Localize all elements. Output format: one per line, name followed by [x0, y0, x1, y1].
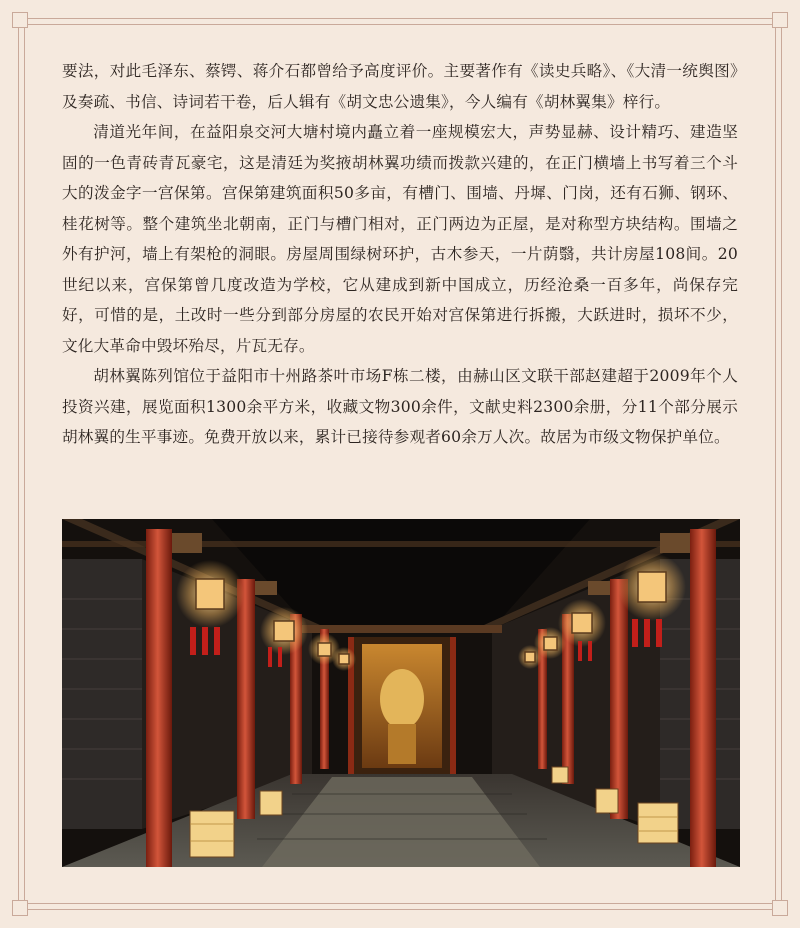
corridor-photo — [62, 519, 740, 867]
border-corner-ornament — [772, 12, 788, 28]
border-corner-ornament — [12, 12, 28, 28]
border-corner-ornament — [12, 900, 28, 916]
paragraph-exhibition-hall: 胡林翼陈列馆位于益阳市十州路茶叶市场F栋二楼，由赫山区文联干部赵建超于2009年个人投资兴建，展览面积1300余平方米，收藏文物300余件，文献史料2300余册，分11个部分展示胡林翼的生平事迹。免费开放以来，累计已接待参观者60余万人次。故居为市级文物保护单位。 — [62, 367, 738, 446]
border-corner-ornament — [772, 900, 788, 916]
paragraph-gongbaodi: 清道光年间，在益阳泉交河大塘村境内矗立着一座规模宏大，声势显赫、设计精巧、建造坚固的一色青砖青瓦豪宅，这是清廷为奖掖胡林翼功绩而拨款兴建的，在正门横墙上书写着三个斗大的泼金字一宫保第。宫保第建筑面积50多亩，有槽门、围墙、丹墀、门岗，还有石狮、钢环、桂花树等。整个建筑坐北朝南，正门与槽门相对，正门两边为正屋，是对称型方块结构。围墙之外有护河，墙上有架枪的洞眼。房屋周围绿树环护，古木参天，一片荫翳，共计房屋108间。20世纪以来，宫保第曾几度改造为学校，它从建成到新中国成立，历经沧桑一百多年，尚保存完好，可惜的是，土改时一些分到部分房屋的农民开始对宫保第进行拆搬，大跃进时，损坏不少，文化大革命中毁坏殆尽，片瓦无存。 — [62, 123, 738, 355]
paragraph-continued: 要法，对此毛泽东、蔡锷、蒋介石都曾给予高度评价。主要著作有《读史兵略》、《大清一统舆图》及奏疏、书信、诗词若干卷，后人辑有《胡文忠公遗集》，今人编有《胡林翼集》梓行。 — [62, 62, 738, 111]
article-body — [62, 56, 738, 453]
